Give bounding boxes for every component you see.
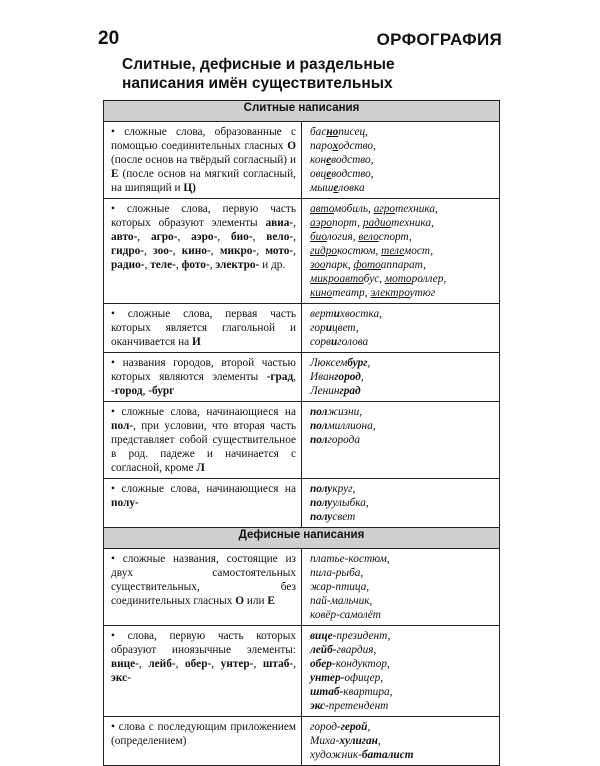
table-row — [104, 122, 500, 199]
band-heading: Слитные написания — [104, 101, 500, 122]
band-solid-spellings — [104, 101, 500, 122]
table-row — [104, 304, 500, 353]
example-word: художник-баталист — [310, 749, 414, 761]
rule-description: • названия городов, второй частью которых являются элементы -град, -город, -бург — [104, 353, 302, 402]
example-word: полжизни, — [310, 406, 363, 418]
example-word: Ивангород, — [310, 371, 364, 383]
rules-table-body — [104, 101, 500, 766]
example-word: полукруг, — [310, 483, 356, 495]
example-word: кинотеатр, электроутюг — [310, 287, 436, 299]
example-word: штаб-квартира, — [310, 686, 393, 698]
rule-description: • сложные слова, первая часть которых является глагольной и оканчивается на И — [104, 304, 302, 353]
example-word: экс-претендент — [310, 700, 389, 712]
heading-line-1: Слитные, дефисные и раздельные — [122, 56, 395, 73]
example-word: лейб-гвардия, — [310, 644, 377, 656]
example-word: полмиллиона, — [310, 420, 376, 432]
rule-examples — [302, 626, 500, 717]
table-row — [104, 199, 500, 304]
example-word: баснописец, — [310, 126, 368, 138]
example-word: обер-кондуктор, — [310, 658, 390, 670]
example-word: пароходство, — [310, 140, 376, 152]
example-word: горицвет, — [310, 322, 359, 334]
spelling-rules-table — [103, 100, 500, 766]
table-row — [104, 626, 500, 717]
rule-description: • слова, первую часть которых образуют иноязычные элементы: вице-, лейб-, обер-, унтер-, штаб-, экс- — [104, 626, 302, 717]
rule-description: • слова с последующим приложением (определением) — [104, 717, 302, 766]
example-word: мышеловка — [310, 182, 365, 194]
example-word: ковёр-самолёт — [310, 609, 381, 621]
example-word: вертихвостка, — [310, 308, 382, 320]
rule-description: • сложные слова, начинающиеся на пол-, при условии, что вторая часть представляет собой существительное в род. падеже и начинается с согласной, кроме Л — [104, 402, 302, 479]
rule-description: • сложные слова, начинающиеся на полу- — [104, 479, 302, 528]
rule-examples — [302, 304, 500, 353]
example-word: аэропорт, радиотехника, — [310, 217, 434, 229]
example-word: жар-птица, — [310, 581, 370, 593]
example-word: коневодство, — [310, 154, 374, 166]
example-word: вице-президент, — [310, 630, 391, 642]
example-word: сорвиголова — [310, 336, 369, 348]
example-word: унтер-офицер, — [310, 672, 384, 684]
rule-examples — [302, 122, 500, 199]
example-word: автомобиль, агротехника, — [310, 203, 438, 215]
example-word: полгорода — [310, 434, 361, 446]
example-word: микроавтобус, мотороллер, — [310, 273, 447, 285]
example-word: Миха-хулиган, — [310, 735, 381, 747]
example-word: город-герой, — [310, 721, 371, 733]
rule-examples — [302, 402, 500, 479]
rule-description: • сложные слова, образованные с помощью соединительных гласных О (после основ на твёрдый согласный) и Е (после основ на мягкий согласный, на шипящий и Ц) — [104, 122, 302, 199]
rule-examples — [302, 199, 500, 304]
example-word: биология, велоспорт, — [310, 231, 412, 243]
example-word: зоопарк, фотоаппарат, — [310, 259, 426, 271]
table-row — [104, 717, 500, 766]
example-word: пай-мальчик, — [310, 595, 373, 607]
example-word: платье-костюм, — [310, 553, 390, 565]
table-row — [104, 549, 500, 626]
section-title: ОРФОГРАФИЯ — [376, 30, 502, 49]
table-row — [104, 402, 500, 479]
table-row — [104, 353, 500, 402]
band-heading: Дефисные написания — [104, 528, 500, 549]
table-row — [104, 479, 500, 528]
rule-examples — [302, 353, 500, 402]
heading-line-2: написания имён существительных — [122, 75, 393, 92]
example-word: овцеводство, — [310, 168, 374, 180]
example-word: полусвет — [310, 511, 356, 523]
band-hyphenated-spellings — [104, 528, 500, 549]
page-number: 20 — [98, 28, 120, 49]
page-heading — [122, 55, 502, 93]
rule-examples — [302, 717, 500, 766]
rule-examples — [302, 479, 500, 528]
example-word: пила-рыба, — [310, 567, 364, 579]
example-word: Ленинград — [310, 385, 361, 397]
example-word: Люксембург, — [310, 357, 371, 369]
example-word: полуулыбка, — [310, 497, 369, 509]
example-word: гидрокостюм, телемост, — [310, 245, 434, 257]
rule-examples — [302, 549, 500, 626]
rule-description: • сложные названия, состоящие из двух самостоятельных существительных, без соединительных гласных О или Е — [104, 549, 302, 626]
rule-description: • сложные слова, первую часть которых образуют элементы авиа-, авто-, агро-, аэро-, био-, вело-, гидро-, зоо-, кино-, микро-, мото-, радио-, теле-, фото-, электро- и др. — [104, 199, 302, 304]
